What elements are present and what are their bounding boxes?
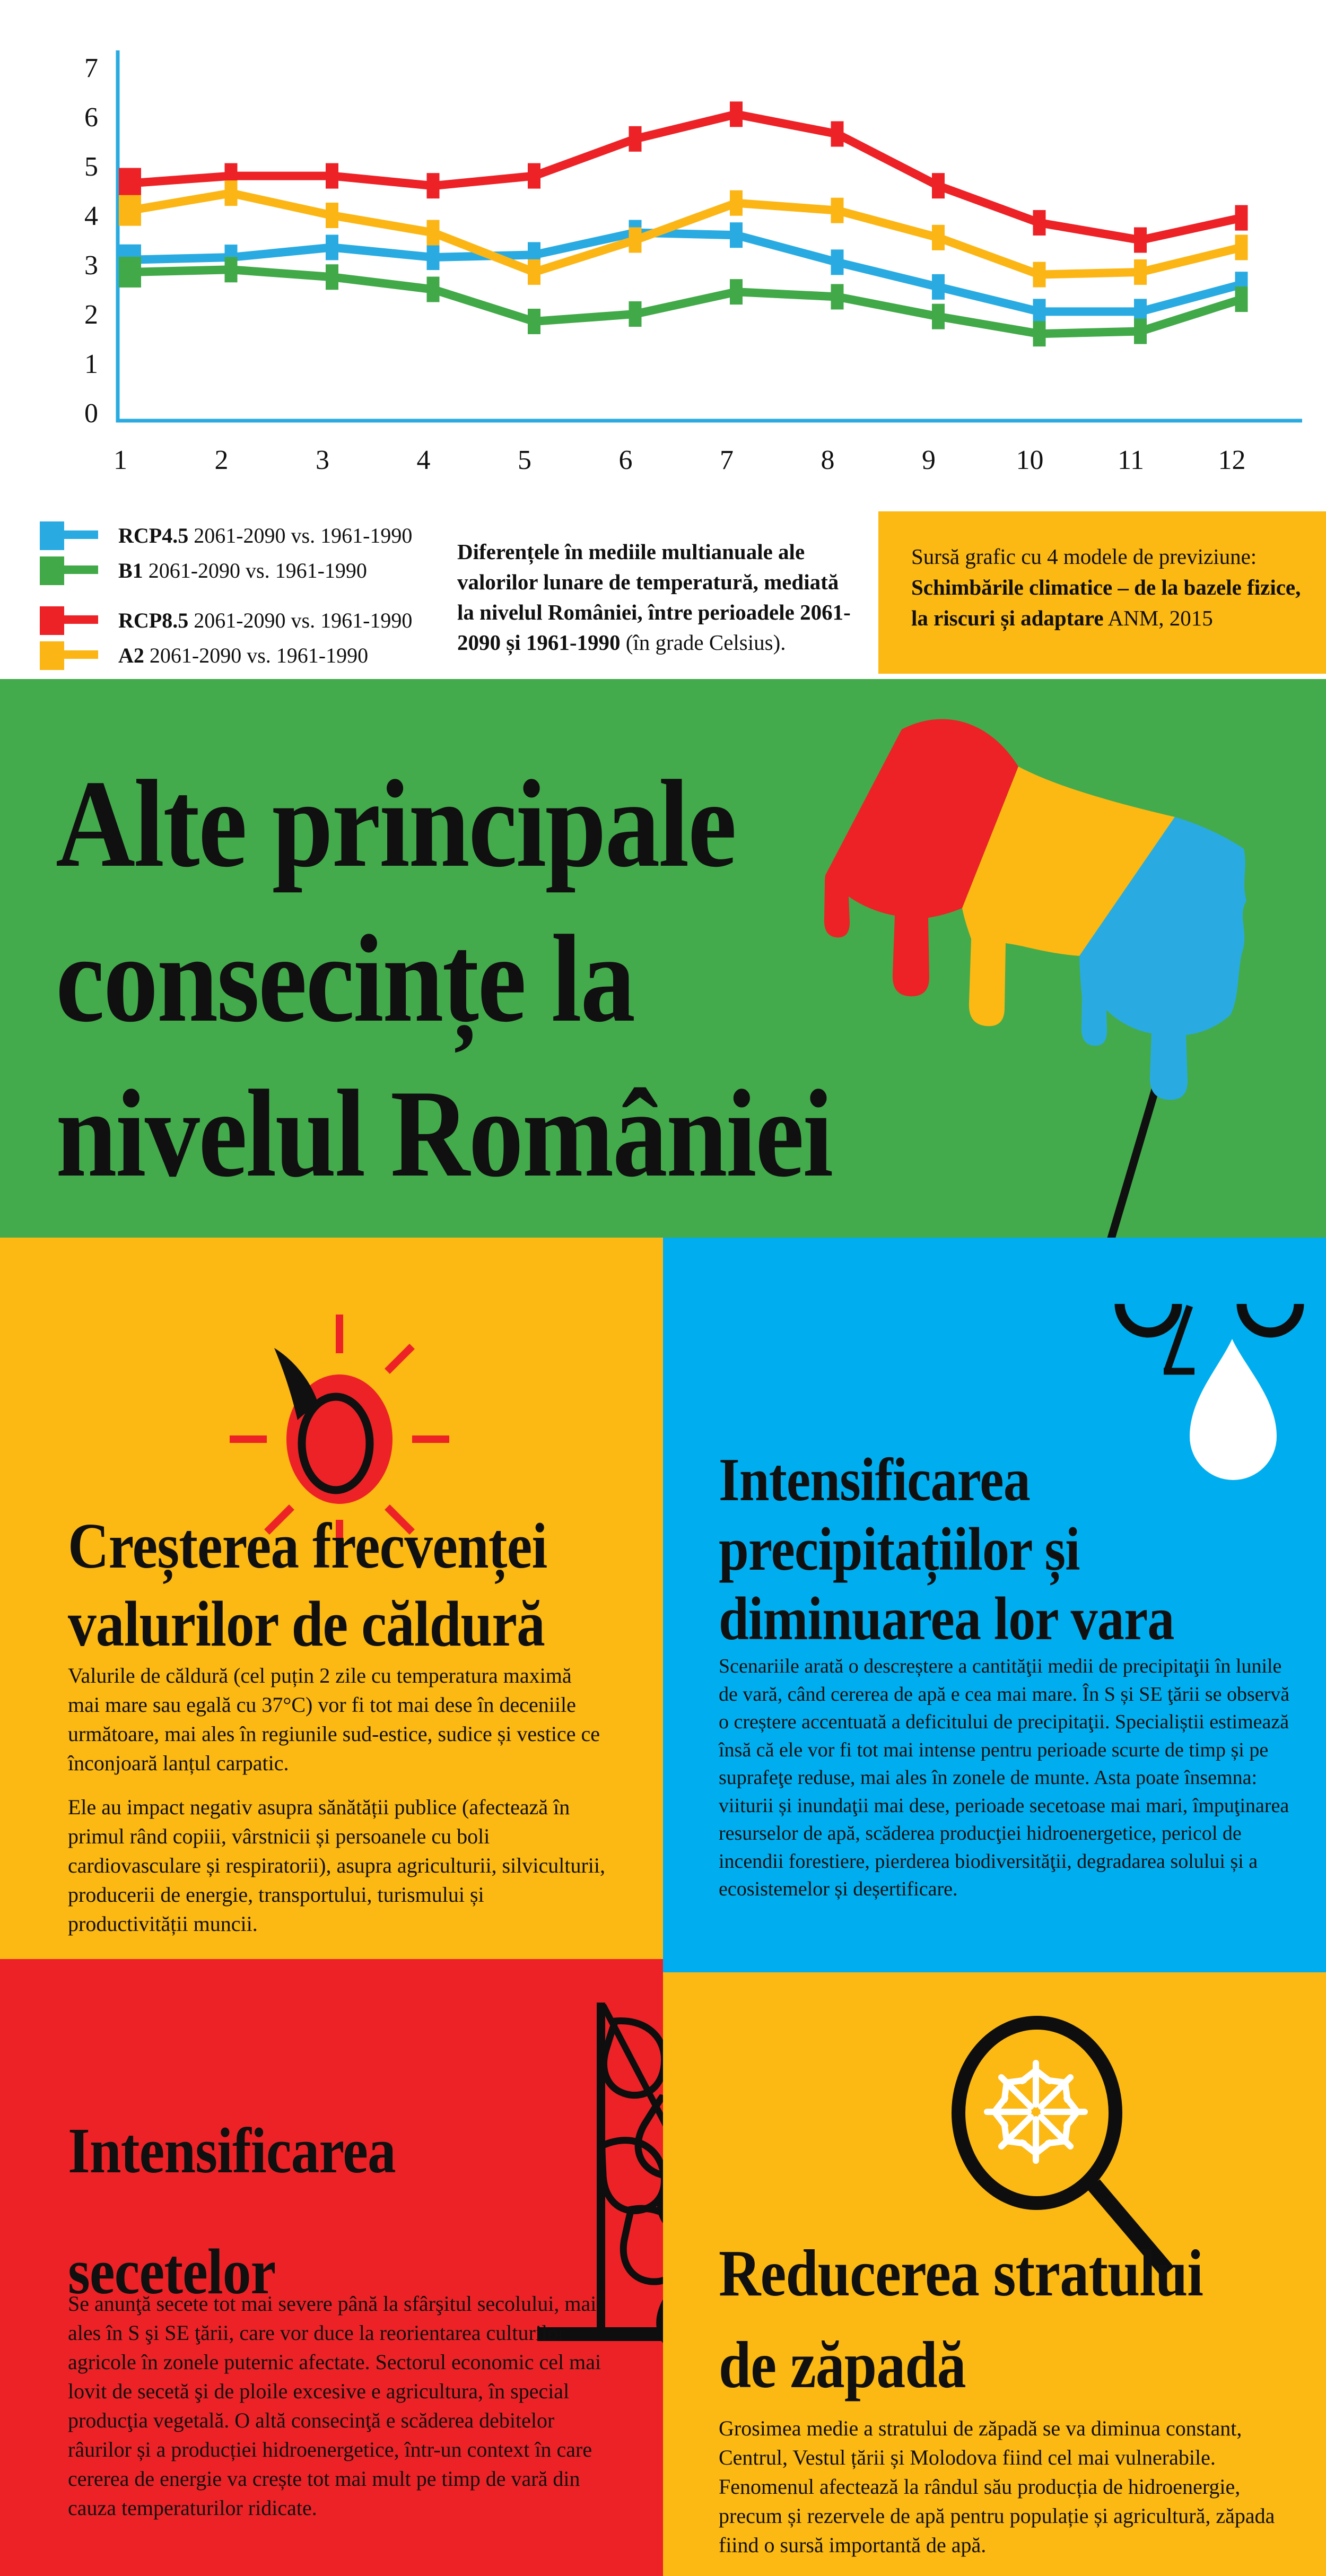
chart-marker-RCP4.5	[932, 274, 945, 300]
panel-heat-title	[68, 1507, 613, 1663]
panel-rain-title-line: Intensificarea	[719, 1446, 1030, 1514]
panel-rain	[663, 1238, 1326, 1972]
chart-marker-RCP4.5	[326, 234, 338, 260]
legend-item-B1	[40, 556, 412, 586]
panel-rain-title-line: diminuarea lor vara	[719, 1585, 1174, 1653]
magnifier-lens	[958, 2023, 1115, 2203]
chart-marker-RCP4.5	[831, 249, 844, 275]
panel-heat-waves	[0, 1238, 663, 1959]
y-tick-label: 6	[84, 102, 98, 133]
legend-label: RCP4.5 2061-2090 vs. 1961-1990	[118, 524, 413, 547]
source-prefix: Sursă grafic cu 4 modele de previziune:	[911, 544, 1257, 569]
y-tick-label: 4	[84, 201, 98, 231]
chart-marker-A2	[225, 180, 238, 206]
x-tick-label: 12	[1218, 445, 1246, 475]
panel-snow	[663, 1972, 1326, 2576]
y-tick-label: 5	[84, 152, 98, 182]
y-tick-label: 3	[84, 250, 98, 281]
chart-marker-A2	[427, 220, 440, 246]
chart-marker-RCP8.5	[629, 126, 642, 152]
chart-marker-B1	[119, 257, 141, 288]
chart-marker-RCP8.5	[427, 173, 440, 198]
chart-marker-A2	[119, 195, 141, 226]
chart-marker-B1	[629, 301, 642, 327]
chart-marker-A2	[629, 228, 642, 253]
panel-snow-body: Grosimea medie a stratului de zăpadă se va diminua constant, Centrul, Vestul țării și Molodova fiind cel mai vulnerabile. Fenomenul afectează la rândul său producția de hidroenergie, precum și rezervele de apă pentru populație și agricultură, zăpada fiind o sursă importantă de apă.	[719, 2416, 1275, 2557]
x-tick-label: 9	[922, 445, 936, 475]
legend-swatch-icon	[40, 521, 64, 550]
chart-marker-B1	[225, 257, 238, 282]
chart-description-normal: (în grade Celsius).	[620, 630, 786, 655]
chart-marker-A2	[730, 190, 743, 216]
chart-marker-RCP8.5	[1134, 228, 1147, 253]
x-tick-label: 11	[1117, 445, 1145, 475]
chart-marker-B1	[326, 264, 338, 290]
x-tick-label: 2	[214, 445, 229, 475]
panel-heat-title-line: valurilor de căldură	[68, 1588, 545, 1660]
legend-swatch-icon	[40, 641, 64, 670]
chart-description-bold: Diferențele în mediile multianuale ale valorilor lunare de temperatură, mediată la nivelul României, între perioadele 2061-2090 și 1961-1990	[457, 539, 851, 655]
chart-marker-A2	[528, 259, 540, 285]
y-tick-label: 0	[84, 398, 98, 429]
source-title: Schimbările climatice – de la bazele fizice, la riscuri și adaptare	[911, 575, 1301, 630]
panel-rain-body: Scenariile arată o descreștere a cantităţii medii de precipitaţii în lunile de vară, când cererea de apă e cea mai mare. În S și SE ţării se observă o creștere accentuată a deficitului de precipitaţii. Specialiștii estimează însă că ele vor fi tot mai intense pentru perioade scurte de timp și pe suprafeţe reduse, mai ales în zonele de munte. Asta poate însemna: viiturii și inundaţii mai dese, perioade secetoase mai mari, împuţinarea resurselor de apă, scăderea producţiei hidroenergetice, pericol de incendii forestiere, pierderea biodiversităţii, degradarea solului și a ecosistemelor și deșertificare.	[719, 1655, 1290, 1900]
legend-label: A2 2061-2090 vs. 1961-1990	[118, 643, 369, 667]
panel-drought-body: Se anunţă secete tot mai severe până la sfârşitul secolului, mai ales în S şi SE ţării, care vor duce la reorientarea culturilor agricole în zonele puternic afectate. Sectorul economic cel mai lovit de secetă şi de ploile excesive e agricultura, în special producţia vegetală. O altă consecinţă e scăderea debitelor râurilor și a producției hidroenergetice, într-un context în care cererea de energie va crește tot mai mult pe timp de vară din cauza temperaturilor ridicate.	[68, 2292, 601, 2520]
x-tick-label: 8	[821, 445, 835, 475]
y-tick-label: 1	[84, 349, 98, 379]
panel-drought-title-line: Intensificarea	[68, 2115, 396, 2187]
chart-marker-RCP4.5	[427, 245, 440, 270]
chart-marker-RCP8.5	[932, 173, 945, 198]
chart-marker-B1	[1235, 286, 1248, 312]
panel-snow-title-line: de zăpadă	[719, 2329, 966, 2402]
source-suffix: ANM, 2015	[1103, 606, 1213, 630]
page-title-line: Alte principale	[56, 755, 736, 893]
chart-section	[0, 0, 1326, 679]
legend-item-A2	[40, 641, 412, 671]
chart-marker-B1	[1033, 321, 1046, 346]
panel-heat-paragraph: Ele au impact negativ asupra sănătății publice (afectează în primul rând copiii, vârstnicii și persoanele cu boli cardiovasculare și respiratorii), asupra agriculturii, silviculturii, producerii de energie, transportului, turismului și productivității muncii.	[68, 1795, 605, 1936]
x-tick-label: 7	[720, 445, 734, 475]
source-box	[878, 511, 1326, 674]
x-tick-label: 1	[114, 445, 127, 475]
x-tick-label: 4	[416, 445, 431, 475]
snowflake	[987, 2063, 1085, 2161]
x-tick-label: 6	[618, 445, 633, 475]
umbrella-canopy	[1120, 1304, 1299, 1333]
dripping-romanian-flag-icon	[817, 679, 1326, 1238]
temperature-line-chart	[0, 0, 1326, 509]
x-tick-label: 10	[1016, 445, 1044, 475]
chart-marker-RCP8.5	[326, 163, 338, 189]
panel-rain-title-line: precipitațiilor și	[719, 1516, 1080, 1583]
panel-heat-paragraph: Valurile de căldură (cel puțin 2 zile cu temperatura maximă mai mare sau egală cu 37°C) vor fi tot mai dese în deceniile următoare, mai ales în regiunile sud-estice, sudice și vestice ce înconjoară lanțul carpatic.	[68, 1664, 600, 1775]
panel-drought	[0, 1959, 663, 2576]
legend-item-RCP4.5	[40, 521, 412, 551]
panel-snow-title	[719, 2228, 1269, 2412]
chart-marker-B1	[427, 277, 440, 302]
y-tick-label: 7	[84, 53, 98, 83]
chart-marker-B1	[1134, 319, 1147, 344]
chart-marker-B1	[831, 284, 844, 309]
chart-marker-RCP8.5	[831, 121, 844, 147]
chart-marker-A2	[1033, 262, 1046, 288]
chart-marker-B1	[528, 309, 540, 334]
panel-rain-title	[719, 1446, 1236, 1654]
chart-marker-A2	[932, 225, 945, 250]
chart-marker-A2	[831, 198, 844, 223]
chart-marker-RCP8.5	[528, 163, 540, 189]
y-tick-label: 2	[84, 300, 98, 330]
page-title-line: consecințe la	[56, 910, 634, 1048]
x-tick-label: 3	[316, 445, 329, 475]
panel-drought-title-line: secetelor	[68, 2236, 276, 2308]
chart-marker-RCP8.5	[730, 101, 743, 127]
chart-legend	[40, 521, 412, 676]
x-tick-label: 5	[518, 445, 531, 475]
chart-description	[457, 537, 852, 658]
chart-marker-RCP4.5	[730, 222, 743, 248]
chart-marker-RCP8.5	[1235, 205, 1248, 231]
chart-marker-A2	[326, 203, 338, 228]
chart-marker-A2	[1134, 259, 1147, 285]
source-text	[911, 541, 1307, 633]
panel-heat-body	[68, 1661, 606, 1938]
chart-marker-RCP8.5	[1033, 210, 1046, 236]
chart-line-B1	[130, 269, 1242, 334]
legend-swatch-icon	[40, 556, 64, 585]
panel-snow-title-line: Reducerea stratului	[719, 2237, 1203, 2310]
legend-label: B1 2061-2090 vs. 1961-1990	[118, 559, 367, 582]
page-title-line: nivelul României	[56, 1065, 832, 1203]
chart-marker-A2	[1235, 234, 1248, 260]
legend-item-RCP8.5	[40, 606, 412, 636]
chart-marker-B1	[932, 304, 945, 329]
page-title	[56, 747, 938, 1212]
chart-marker-RCP8.5	[119, 168, 141, 199]
legend-swatch-icon	[40, 606, 64, 635]
panel-heat-title-line: Creșterea frecvenței	[68, 1510, 547, 1582]
chart-marker-RCP4.5	[1033, 299, 1046, 324]
legend-label: RCP8.5 2061-2090 vs. 1961-1990	[118, 608, 413, 632]
chart-marker-B1	[730, 279, 743, 304]
green-title-band	[0, 679, 1326, 1238]
